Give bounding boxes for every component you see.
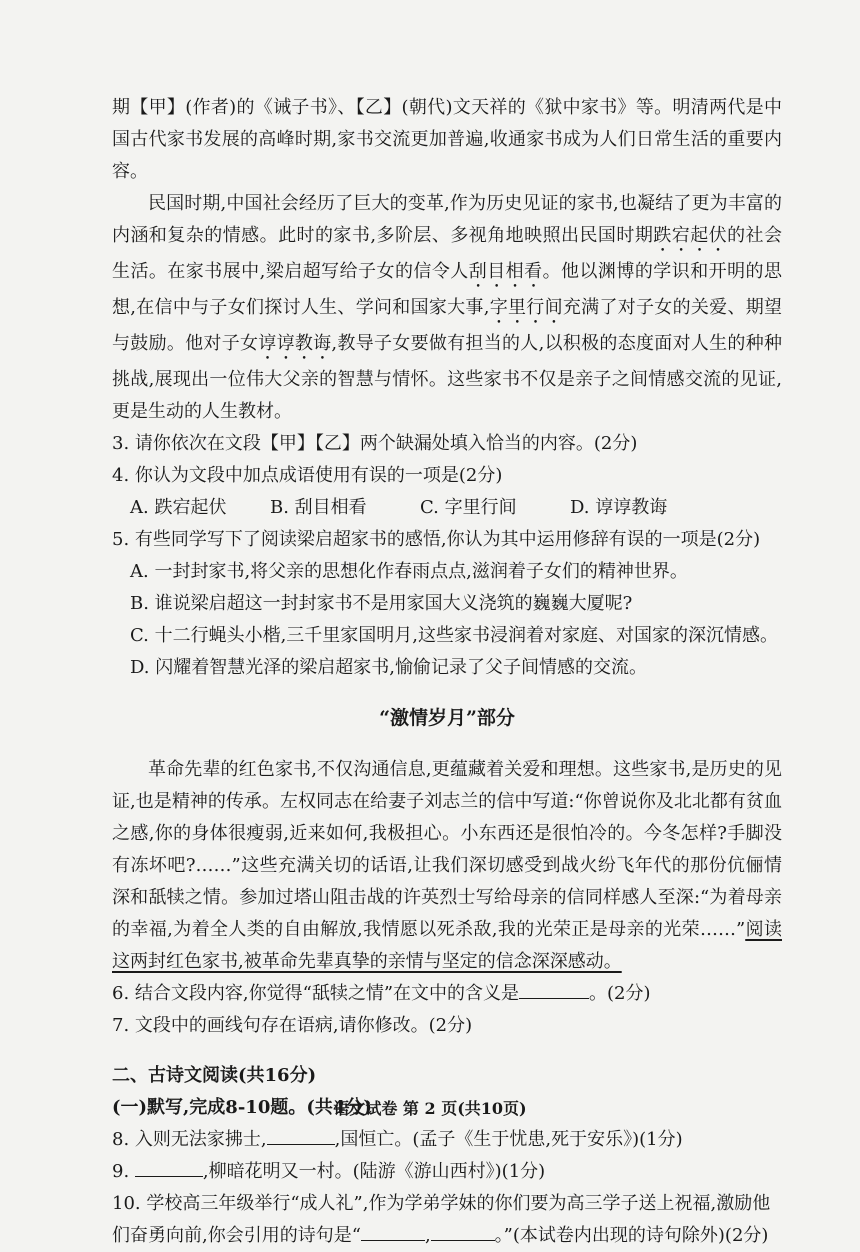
idiom-2: 刮目相看 [468, 261, 543, 282]
q5-option-d[interactable]: D. 闪耀着智慧光泽的梁启超家书,愉偷记录了父子间情感的交流。 [130, 657, 647, 678]
q9-answer-blank[interactable] [135, 1158, 203, 1177]
paragraph-2-text-c: 。他以渊博的学识和开明的思想,在信中与子女们探讨人生、学问和国家大事, [112, 261, 782, 318]
q5-option-c[interactable]: C. 十二行蝇头小楷,三千里家国明月,这些家书浸润着对家庭、对国家的深沉情感。 [130, 625, 779, 646]
question-4-options [112, 492, 782, 524]
paragraph-2-text-d: 充满了对子女的关爱、期望与鼓励。他对子女 [112, 297, 783, 354]
q6-text-before: 6. 结合文段内容,你觉得“舐犊之情”在文中的含义是 [112, 983, 520, 1004]
question-9 [112, 1156, 782, 1188]
paragraph-3-text: 革命先辈的红色家书,不仅沟通信息,更蕴藏着关爱和理想。这些家书,是历史的见证,也是精神的传承。左权同志在给妻子刘志兰的信中写道:“你曾说你及北北都有贫血之感,你的身体很瘦弱,近来如何,我极担心。小东西还是很怕冷的。今冬怎样?手脚没有冻坏吧?……”这些充满关切的话语,让我们深切感受到战火纷飞年代的那份伉俪情深和舐犊之情。参加过塔山阻击战的许英烈士写给母亲的信同样感人至深:“为着母亲的幸福,为着全人类的自由解放,我情愿以死杀敌,我的光荣正是母亲的光荣……” [112, 759, 782, 940]
question-3: 3. 请你依次在文段【甲】【乙】两个缺漏处填入恰当的内容。(2分) [112, 433, 638, 454]
paragraph-1 [112, 92, 782, 188]
question-10 [112, 1188, 782, 1252]
q6-text-after: 。(2分) [589, 983, 651, 1004]
question-5-stem: 5. 有些同学写下了阅读梁启超家书的感悟,你认为其中运用修辞有误的一项是(2分) [112, 529, 761, 550]
paragraph-1-text: 期【甲】(作者)的《诫子书》、【乙】(朝代)文天祥的《狱中家书》等。明清两代是中国古代家书发展的高峰时期,家书交流更加普遍,收通家书成为人们日常生活的重要内容。 [112, 97, 782, 182]
question-6 [112, 978, 782, 1010]
q4-option-a[interactable]: A. 跌宕起伏 [130, 497, 227, 518]
q4-option-b[interactable]: B. 刮目相看 [270, 497, 367, 518]
q8-answer-blank[interactable] [267, 1126, 335, 1145]
q9-text-after: ,柳暗花明又一村。(陆游《游山西村》)(1分) [202, 1161, 546, 1182]
idiom-1: 跌宕起伏 [653, 225, 728, 246]
question-7: 7. 文段中的画线句存在语病,请你修改。(2分) [112, 1015, 473, 1036]
q10-comma: , [424, 1225, 431, 1246]
paragraph-2-text-e: ,教导子女要做有担当的人,以积极的态度面对人生的种种挑战,展现出一位伟大父亲的智慧与情怀。这些家书不仅是亲子之间情感交流的见证,更是生动的人生教材。 [112, 333, 782, 422]
q10-text-b: 。”(本试卷内出现的诗句除外)(2分) [494, 1225, 769, 1246]
paragraph-3 [112, 754, 782, 978]
q8-text-before: 8. 入则无法家拂士, [112, 1129, 267, 1150]
q4-option-c[interactable]: C. 字里行间 [420, 497, 517, 518]
idiom-3: 字里行间 [489, 297, 563, 318]
paragraph-2 [112, 188, 782, 428]
paragraph-2-text-b: 的社会生活。在家书展中,梁启超写给子女的信令人 [112, 225, 783, 282]
part-2-subtitle: (一)默写,完成8-10题。(共4分) [112, 1097, 372, 1118]
paragraph-2-text-a: 民国时期,中国社会经历了巨大的变革,作为历史见证的家书,也凝结了更为丰富的内涵和复杂的情感。此时的家书,多阶层、多视角地映照出民国时期 [112, 193, 782, 246]
q10-answer-blank-2[interactable] [431, 1222, 495, 1241]
q4-option-d[interactable]: D. 谆谆教诲 [570, 497, 668, 518]
question-4-stem: 4. 你认为文段中加点成语使用有误的一项是(2分) [112, 465, 503, 486]
part-2-title: 二、古诗文阅读(共16分) [112, 1065, 317, 1086]
q5-option-a[interactable]: A. 一封封家书,将父亲的思想化作春雨点点,滋润着子女们的精神世界。 [130, 561, 688, 582]
q10-text-a: 10. 学校高三年级举行“成人礼”,作为学弟学妹的你们要为高三学子送上祝福,激励他们奋勇向前,你会引用的诗句是“ [112, 1193, 771, 1246]
question-8 [112, 1124, 782, 1156]
underlined-sentence: 阅读这两封红色家书,被革命先辈真挚的亲情与坚定的信念深深感动。 [112, 919, 782, 972]
q10-answer-blank-1[interactable] [361, 1222, 425, 1241]
q6-answer-blank[interactable] [519, 980, 589, 999]
q9-text-before: 9. [112, 1161, 135, 1182]
page-footer: 语文试卷 第 2 页(共10页) [333, 1099, 527, 1118]
section-title: “激情岁月”部分 [379, 707, 515, 729]
q5-option-b[interactable]: B. 谁说梁启超这一封封家书不是用家国大义浇筑的巍巍大厦呢? [130, 593, 633, 614]
q8-text-after: ,国恒亡。(孟子《生于忧患,死于安乐》)(1分) [334, 1129, 683, 1150]
idiom-4: 谆谆教诲 [258, 333, 332, 354]
